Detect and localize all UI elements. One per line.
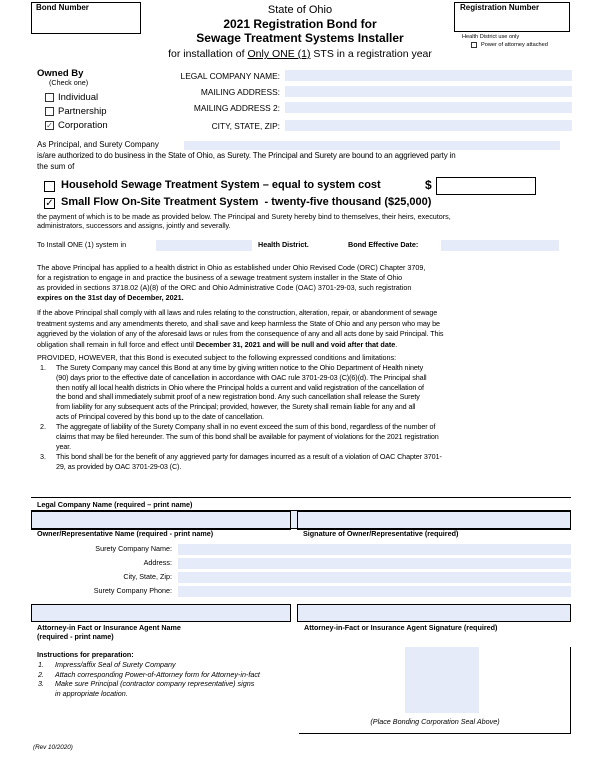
principal-line-3: the sum of: [37, 162, 75, 171]
surety-field-input[interactable]: [178, 558, 571, 569]
condition-line: year.: [56, 441, 72, 451]
company-field-label: CITY, STATE, ZIP:: [211, 121, 280, 131]
revision-label: (Rev 10/2020): [33, 744, 73, 751]
household-system-label: Household Sewage Treatment System – equal to system cost: [61, 179, 381, 191]
condition-line: (90) days prior to the effective date of cancellation in accordance with OAC rule 3701-29-03 (C)(6)(d). The Principal shall: [56, 372, 427, 382]
owner-rep-name-box[interactable]: [31, 511, 291, 530]
attorney-name-required: (required - print name): [37, 632, 114, 641]
bond-effective-date-input[interactable]: [441, 240, 559, 251]
surety-field-input[interactable]: [178, 586, 571, 597]
condition-line: 29, as provided by OAC 3701-29-03 (C).: [56, 462, 182, 471]
company-field-input[interactable]: [285, 70, 572, 81]
owned-by-checkbox[interactable]: [45, 107, 54, 116]
subtitle-pre: for installation of: [168, 48, 245, 60]
surety-company-input[interactable]: [184, 141, 560, 150]
owned-by-checkbox[interactable]: [45, 121, 54, 130]
bond-effective-date-label: Bond Effective Date:: [348, 240, 419, 249]
principal-line-1: As Principal, and Surety Company: [37, 140, 159, 149]
instruction-line: Impress/affix Seal of Surety Company: [55, 660, 176, 669]
registration-expiry: expires on the 31st day of December, 2021.: [37, 293, 184, 302]
legal-company-name-label: Legal Company Name (required – print name): [37, 500, 193, 509]
instruction-line: Attach corresponding Power-of-Attorney form for Attorney-in-fact: [55, 669, 260, 679]
owned-by-option-label: Individual: [58, 92, 99, 103]
compliance-last-bold: December 31, 2021 and will be null and void after that date: [195, 340, 396, 349]
surety-field-label: Surety Company Phone:: [93, 586, 172, 595]
owned-by-option-label: Partnership: [58, 106, 107, 117]
payment-text-1: the payment of which is to be made as provided below. The Principal and Surety hereby bind to themselves, their heirs, executors,: [37, 212, 451, 221]
owned-by-checkbox[interactable]: [45, 93, 54, 102]
health-district-input[interactable]: [156, 240, 252, 251]
owner-rep-name-label: Owner/Representative Name (required - print name): [37, 529, 214, 538]
company-field-input[interactable]: [285, 86, 572, 97]
instructions-title: Instructions for preparation:: [37, 650, 134, 659]
page-subtitle: [120, 48, 480, 60]
condition-line: This bond shall be for the benefit of any aggrieved party for damages incurred as a result of a violation of OAC Chapter 3701-: [56, 452, 442, 462]
condition-line: The Surety Company may cancel this Bond at any time by giving written notice to the Ohio Department of Health ninety: [56, 363, 424, 372]
paragraph-line: for a registration to engage in and practice the business of a sewage treatment system installer in the State of Ohio: [37, 273, 403, 282]
dollar-sign: $: [425, 178, 432, 192]
condition-line: from liability for any subsequent acts of the Principal; provided, however, the Surety shall remain liable for any and all: [56, 402, 416, 412]
instruction-number: 2.: [38, 669, 44, 679]
paragraph-line: The above Principal has applied to a health district in Ohio as established under Ohio Revised Code (ORC) Chapter 3709,: [37, 263, 426, 272]
compliance-last-pre: obligation shall remain in full force and effect until: [37, 340, 194, 349]
surety-field-label: Surety Company Name:: [95, 544, 172, 553]
page-title: 2021 Registration Bond for: [223, 17, 377, 31]
small-flow-system-checkbox[interactable]: [44, 198, 55, 209]
condition-number: 2.: [40, 422, 46, 432]
install-label: To Install ONE (1) system in: [37, 240, 127, 249]
paragraph-line: as provided in sections 3718.02 (A)(8) of the ORC and Ohio Administrative Code (OAC) 3701-29-03, such registration: [37, 283, 412, 292]
owned-by-option-label: Corporation: [58, 120, 108, 131]
company-field-input[interactable]: [285, 102, 572, 113]
condition-line: then notify all local health districts in Ohio where the Principal holds a current and valid registration of the cancellation of: [56, 382, 424, 392]
attorney-name-input[interactable]: [31, 604, 291, 622]
attorney-signature-input[interactable]: [297, 604, 571, 622]
paragraph-line: treatment systems and any amendments thereto, and shall save and keep harmless the State of Ohio and any person who may be: [37, 318, 440, 328]
owner-rep-signature-label: Signature of Owner/Representative (required): [303, 529, 459, 538]
paragraph-line: aggrieved by the violation of any of the aforesaid laws or rules from the consequence of any and all acts done by said Principal. This: [37, 329, 444, 339]
section-divider: [31, 497, 571, 498]
registration-number-label: Registration Number: [460, 3, 540, 12]
instruction-number: 1.: [38, 660, 44, 669]
seal-caption: (Place Bonding Corporation Seal Above): [370, 717, 500, 726]
surety-field-label: City, State, Zip:: [123, 572, 172, 581]
compliance-last-line: [37, 341, 397, 350]
condition-line: the bond and shall immediately submit proof of a new registration bond. Any such cancellation shall release the Surety: [56, 392, 420, 402]
principal-line-2: is/are authorized to do business in the State of Ohio, as Surety. The Principal and Surety are bound to an aggrieved party in: [37, 151, 456, 160]
owned-by-check-mark: ✓: [46, 121, 53, 130]
company-field-input[interactable]: [285, 120, 572, 131]
instruction-line: Make sure Principal (contractor company representative) signs: [55, 679, 255, 688]
small-flow-system-label: Small Flow On-Site Treatment System - twenty-five thousand ($25,000): [61, 196, 432, 208]
company-field-label: MAILING ADDRESS 2:: [193, 103, 280, 113]
company-field-label: MAILING ADDRESS:: [200, 87, 280, 97]
condition-number: 1.: [40, 363, 46, 372]
page-state: State of Ohio: [267, 4, 333, 16]
instruction-number: 3.: [38, 679, 44, 688]
health-district-use-only: Health District use only: [462, 34, 520, 40]
instruction-line: in appropriate location.: [55, 688, 128, 698]
condition-line: claims that may be filed hereunder. The sum of this bond shall be available for payment of violations for the 2021 registration: [56, 432, 439, 442]
company-field-label: LEGAL COMPANY NAME:: [180, 71, 280, 81]
owner-rep-signature-box[interactable]: [297, 511, 571, 530]
system-cost-input[interactable]: [436, 177, 536, 195]
bond-number-label: Bond Number: [36, 3, 89, 12]
household-system-checkbox[interactable]: [44, 181, 55, 192]
condition-line: acts of Principal covered by this bond up to the date of cancellation.: [56, 412, 264, 421]
small-flow-check-mark: ✓: [45, 198, 54, 209]
surety-field-label: Address:: [143, 558, 172, 567]
subtitle-only: Only ONE (1): [247, 48, 311, 60]
condition-number: 3.: [40, 452, 46, 462]
payment-text-2: administrators, successors and assigns, jointly and severally.: [37, 221, 231, 230]
condition-line: The aggregate of liability of the Surety Company shall in no event exceed the sum of this bond, regardless of the number of: [56, 422, 436, 432]
health-district-label: Health District.: [258, 240, 309, 249]
surety-field-input[interactable]: [178, 544, 571, 555]
provided-however: PROVIDED, HOWEVER, that this Bond is executed subject to the following expressed conditions and limitations:: [37, 353, 397, 362]
page-title-2: Sewage Treatment Systems Installer: [196, 31, 404, 45]
attorney-signature-label: Attorney-in-Fact or Insurance Agent Signature (required): [304, 623, 498, 632]
owned-by-label: Owned By: [37, 68, 84, 79]
poa-attached-label: Power of attorney attached: [481, 42, 548, 48]
paragraph-line: If the above Principal shall comply with all laws and rules relating to the construction, alteration, repair, or abandonment of sewage: [37, 308, 438, 317]
attorney-name-label: Attorney-in Fact or Insurance Agent Name: [37, 623, 181, 632]
compliance-last-end: .: [395, 340, 398, 349]
subtitle-post: STS in a registration year: [313, 48, 432, 60]
check-one-label: (Check one): [49, 78, 89, 87]
surety-field-input[interactable]: [178, 572, 571, 583]
